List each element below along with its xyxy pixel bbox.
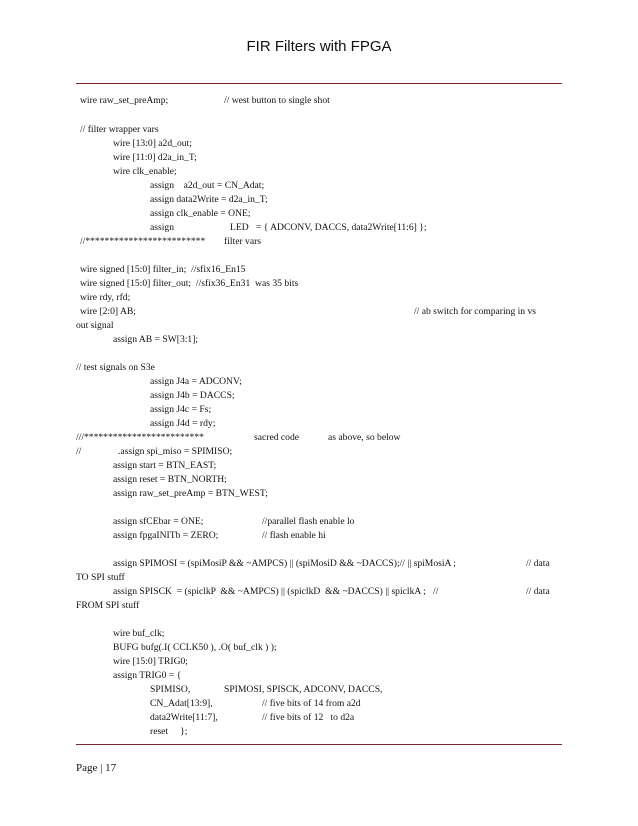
code-line: wire [13:0] a2d_out;	[113, 138, 192, 149]
code-line: assign fpgaINITb = ZERO;	[113, 530, 219, 541]
code-line: assign	[150, 222, 174, 233]
code-line: assign raw_set_preAmp = BTN_WEST;	[113, 488, 268, 499]
code-comment: as above, so below	[328, 432, 401, 443]
code-comment: //parallel flash enable lo	[262, 516, 355, 527]
code-line: BUFG bufg(.I( CCLK50 ), .O( buf_clk ) );	[113, 642, 277, 653]
code-line: wire [11:0] d2a_in_T;	[113, 152, 197, 163]
code-line: assign SPIMOSI = (spiMosiP && ~AMPCS) || (spiMosiD && ~DACCS);// || spiMosiA ;	[113, 558, 456, 569]
code-line: assign AB = SW[3:1];	[113, 334, 199, 345]
page-header-title: FIR Filters with FPGA	[246, 38, 392, 55]
code-line: wire rdy, rfd;	[80, 292, 131, 303]
code-line: assign TRIG0 = {	[113, 670, 182, 681]
code-comment: //*************************	[80, 236, 206, 247]
code-comment: //	[76, 446, 82, 457]
code-line: SPIMOSI, SPISCK, ADCONV, DACCS,	[224, 684, 383, 695]
code-line: LED = { ADCONV, DACCS, data2Write[11:6] };	[230, 222, 427, 233]
code-line: assign J4c = Fs;	[150, 404, 212, 415]
code-line: CN_Adat[13:9],	[150, 698, 213, 709]
code-line: assign start = BTN_EAST;	[113, 460, 217, 471]
code-line: assign a2d_out = CN_Adat;	[150, 180, 265, 191]
code-line: reset };	[150, 726, 188, 737]
code-comment: // ab switch for comparing in vs	[414, 306, 537, 317]
code-line: assign data2Write = d2a_in_T;	[150, 194, 268, 205]
code-line: assign J4d = rdy;	[150, 418, 216, 429]
code-comment: // five bits of 12 to d2a	[262, 712, 355, 723]
code-line: wire [15:0] TRIG0;	[113, 656, 188, 667]
code-comment: FROM SPI stuff	[76, 600, 140, 611]
page-number: Page | 17	[76, 762, 117, 774]
code-line: wire signed [15:0] filter_in; //sfix16_En15	[80, 264, 246, 275]
code-line: .assign spi_miso = SPIMISO;	[118, 446, 233, 457]
code-line: data2Write[11:7],	[150, 712, 218, 723]
code-line: SPIMISO,	[150, 684, 191, 695]
code-line: wire clk_enable;	[113, 166, 177, 177]
code-line: wire buf_clk;	[113, 628, 165, 639]
code-line: assign J4b = DACCS;	[150, 390, 235, 401]
code-line: assign sfCEbar = ONE;	[113, 516, 204, 527]
footer-rule	[76, 744, 562, 745]
code-line: wire signed [15:0] filter_out; //sfix36_En31 was 35 bits	[80, 278, 299, 289]
code-comment: ///*************************	[76, 432, 204, 443]
code-comment: // flash enable hi	[262, 530, 326, 541]
code-line: assign clk_enable = ONE;	[150, 208, 251, 219]
code-line: assign SPISCK = (spiclkP && ~AMPCS) || (spiclkD && ~DACCS) || spiclkA ; //	[113, 586, 439, 597]
code-line: // filter wrapper vars	[80, 124, 159, 135]
code-line: wire raw_set_preAmp;	[80, 95, 169, 106]
code-comment: // data	[526, 558, 550, 569]
code-comment: filter vars	[224, 236, 262, 247]
code-comment: // five bits of 14 from a2d	[262, 698, 361, 709]
code-comment: // west button to single shot	[224, 95, 330, 106]
code-comment: TO SPI stuff	[76, 572, 125, 583]
code-comment: out signal	[76, 320, 114, 331]
code-line: assign reset = BTN_NORTH;	[113, 474, 227, 485]
header-rule	[76, 83, 562, 84]
code-line: wire [2:0] AB;	[80, 306, 136, 317]
code-comment: sacred code	[254, 432, 300, 443]
code-comment: // data	[526, 586, 550, 597]
code-line: assign J4a = ADCONV;	[150, 376, 242, 387]
code-comment: // test signals on S3e	[76, 362, 155, 373]
